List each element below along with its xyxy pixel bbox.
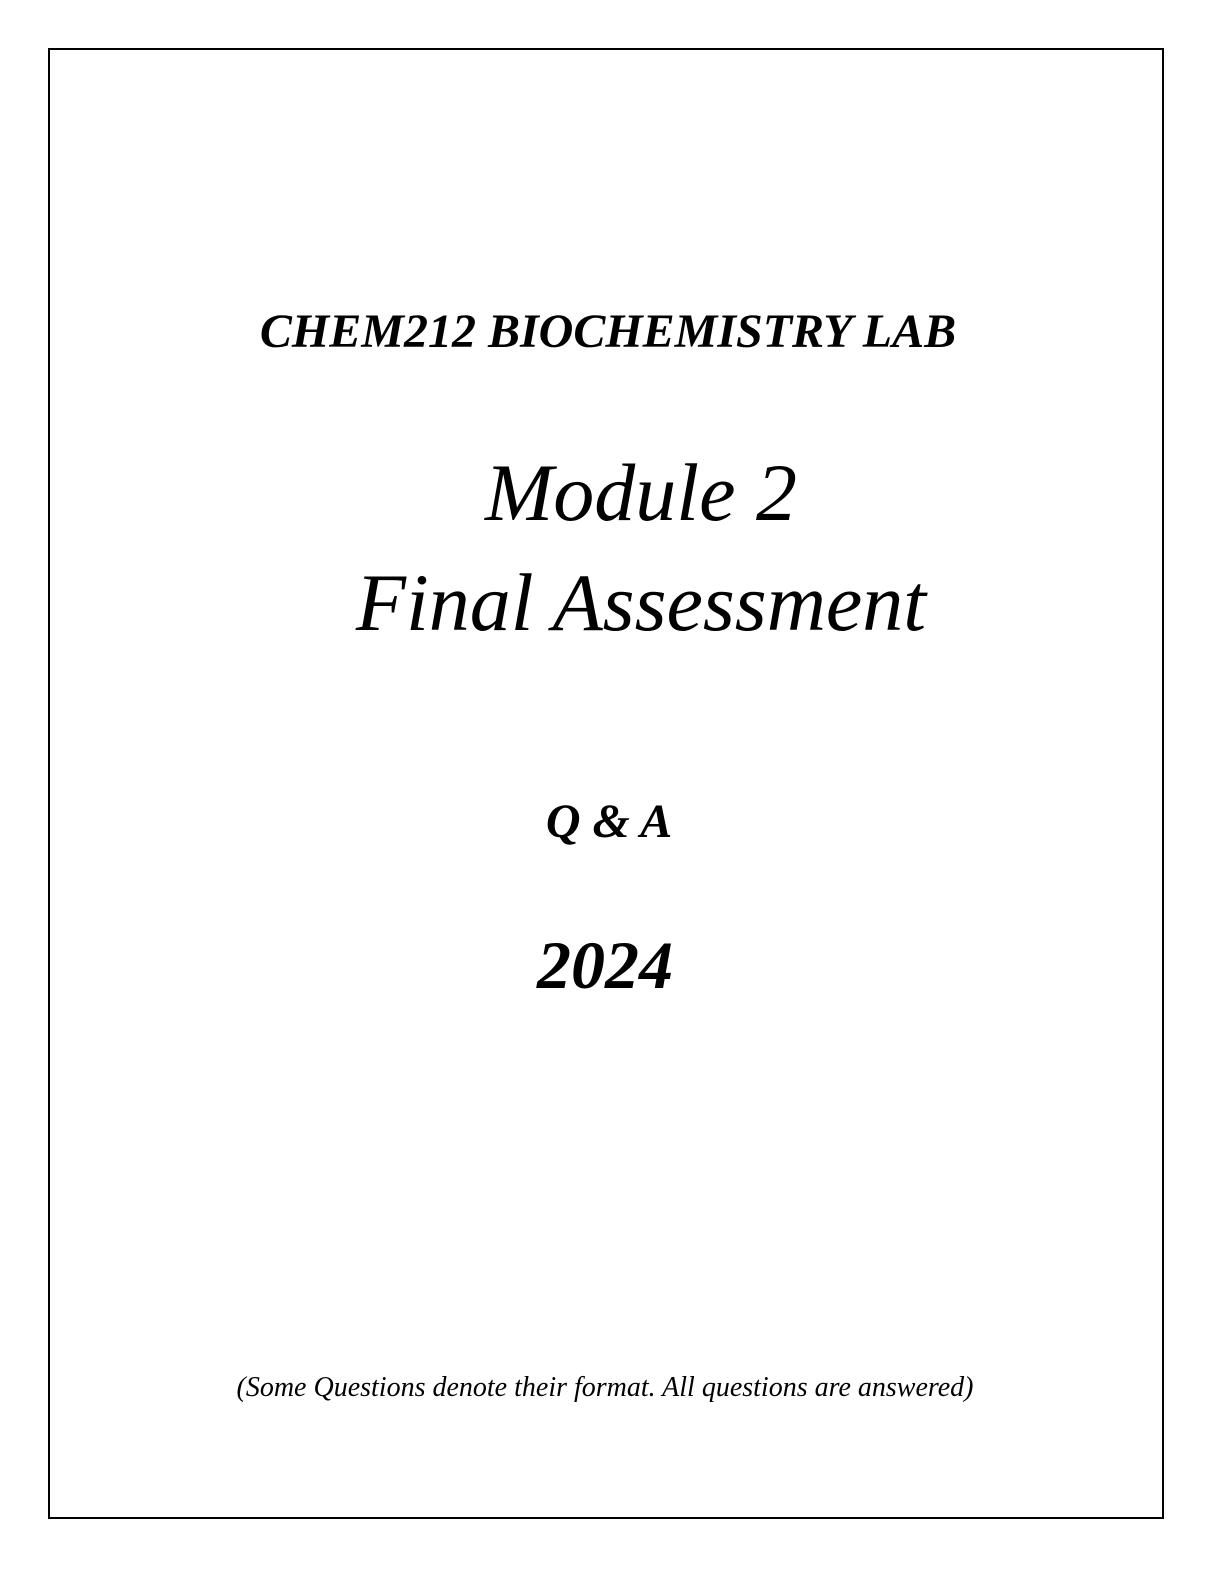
course-title: CHEM212 BIOCHEMISTRY LAB [259, 305, 957, 358]
page-border [48, 48, 1164, 1519]
qa-label: Q & A [545, 795, 673, 848]
footer-note: (Some Questions denote their format. All questions are answered) [236, 1372, 974, 1403]
module-title: Module 2 [485, 447, 797, 538]
year-label: 2024 [537, 927, 673, 1003]
assessment-title: Final Assessment [355, 557, 927, 648]
